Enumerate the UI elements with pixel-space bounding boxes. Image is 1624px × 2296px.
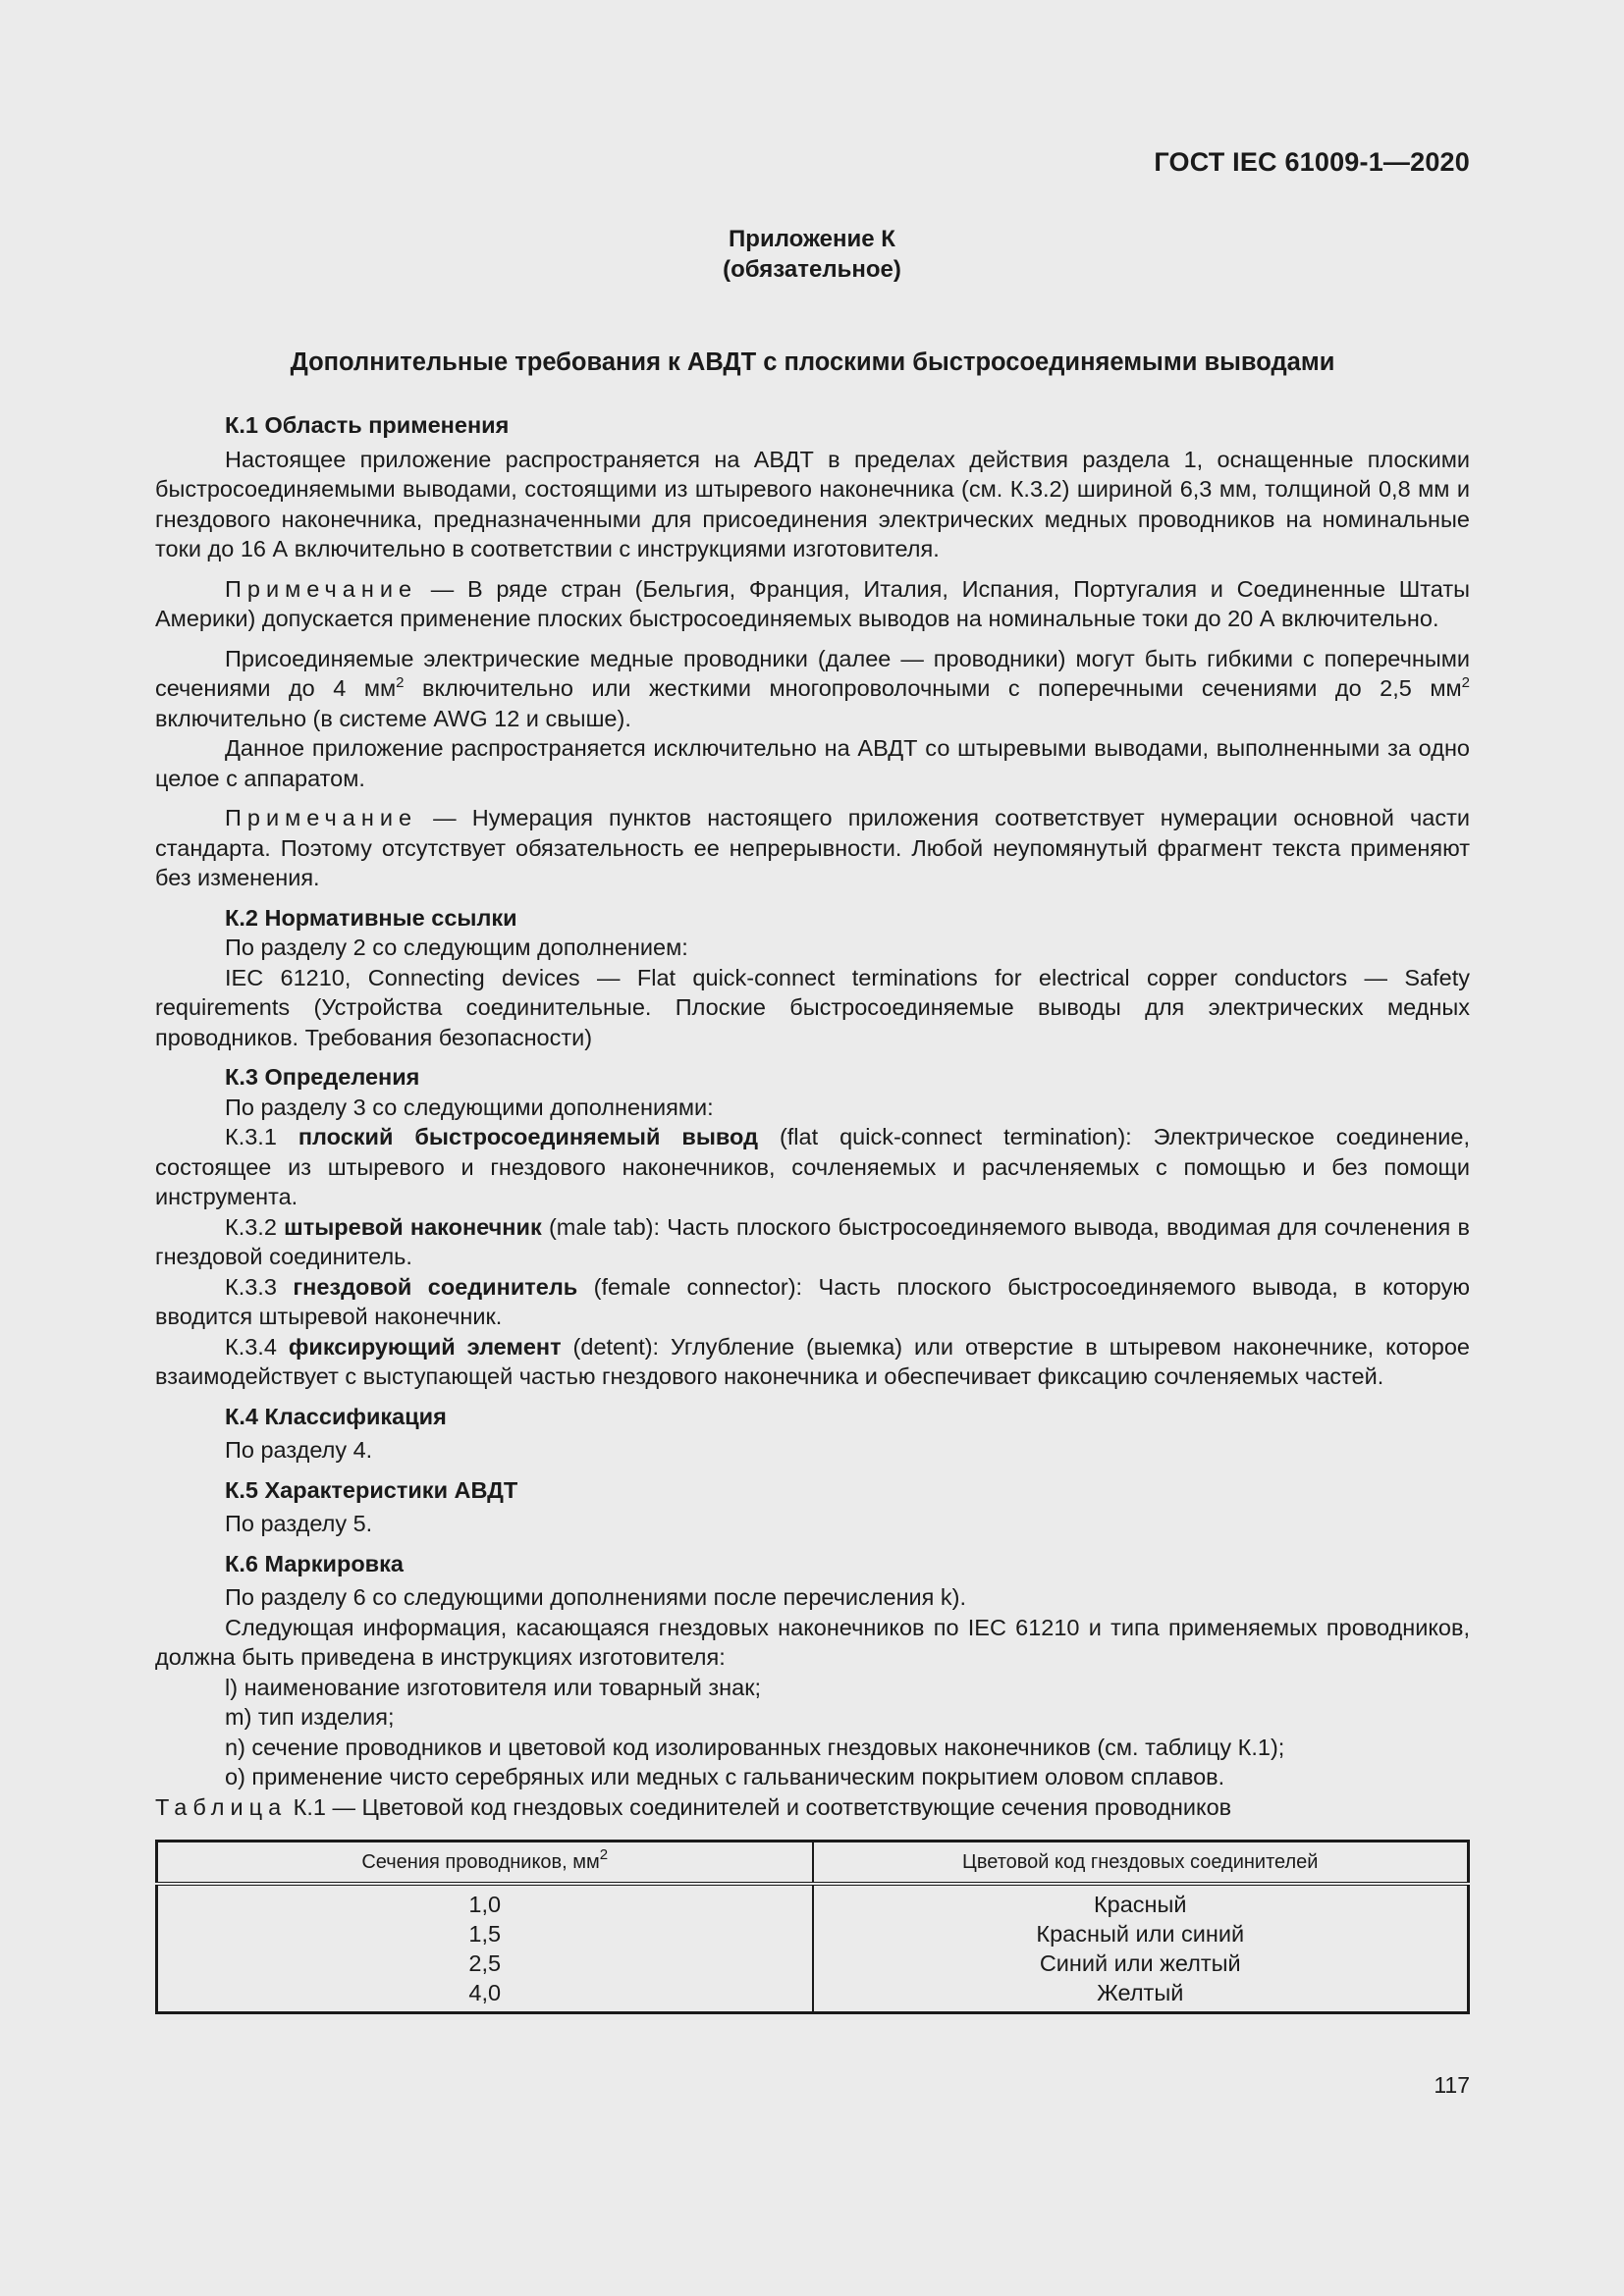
definition-text: (female connector): Часть плоского быстросоединяемого вывода, в которую вводится штыревой наконечник. bbox=[155, 1273, 1470, 1329]
definition-number: К.3.2 bbox=[225, 1213, 285, 1240]
section-heading-k5: К.5 Характеристики АВДТ bbox=[225, 1476, 518, 1503]
color-code-table bbox=[155, 1840, 1470, 2014]
annex-heading: Дополнительные требования к АВДТ с плоскими быстросоединяемыми выводами bbox=[290, 348, 1335, 376]
definition-text: (detent): Углубление (выемка) или отверстие в штыревом наконечнике, которое взаимодействует с выступающей частью гнездового наконечника и обеспечивает фиксацию сочленяемых частей. bbox=[155, 1333, 1471, 1389]
paragraph: По разделу 5. bbox=[225, 1511, 373, 1536]
table-cell: Красный bbox=[1093, 1892, 1187, 1917]
table-row bbox=[157, 1884, 1469, 2013]
definition-number: К.3.4 bbox=[225, 1333, 289, 1360]
paragraph: По разделу 4. bbox=[225, 1437, 373, 1463]
section-heading-k1: К.1 Область применения bbox=[225, 412, 510, 438]
section-heading-k6: К.6 Маркировка bbox=[225, 1550, 404, 1576]
paragraph: По разделу 2 со следующим дополнением: bbox=[225, 934, 688, 960]
section-heading-k3: К.3 Определения bbox=[225, 1064, 420, 1090]
table-caption-text: К.1 — Цветовой код гнездовых соединителей и соответствующие сечения проводников bbox=[287, 1793, 1232, 1820]
table-caption bbox=[155, 1792, 1470, 1823]
paragraph: По разделу 6 со следующими дополнениями после перечисления k). bbox=[225, 1584, 967, 1610]
list-item: o) применение чисто серебряных или медных с гальваническим покрытием оловом сплавов. bbox=[225, 1764, 1225, 1789]
note-label: Примечание bbox=[225, 575, 418, 602]
page-number: 117 bbox=[1434, 2072, 1470, 2098]
definition-term: плоский быстросоединяемый вывод bbox=[298, 1124, 758, 1149]
paragraph: По разделу 3 со следующими дополнениями: bbox=[225, 1094, 714, 1120]
list-item: n) сечение проводников и цветовой код изолированных гнездовых наконечников (см. таблицу К.1); bbox=[225, 1734, 1285, 1760]
note bbox=[155, 574, 1470, 634]
colors-cell bbox=[813, 1884, 1469, 2013]
section-heading-k2: К.2 Нормативные ссылки bbox=[225, 904, 517, 931]
definition bbox=[155, 1212, 1470, 1272]
superscript: 2 bbox=[396, 674, 405, 691]
table-cell: Красный или синий bbox=[1036, 1921, 1245, 1947]
definition-text: (flat quick-connect termination): Электрическое соединение, состоящее из штыревого и гнездового наконечников, сочленяемых и расчленяемых с помощью и без помощи инструмента. bbox=[155, 1124, 1470, 1209]
paragraph: IEC 61210, Connecting devices — Flat quick-connect terminations for electrical copper conductors — Safety requirements (Устройства соединительные. Плоские быстросоединяемые выводы для электрических медных проводников. Требования безопасности) bbox=[155, 964, 1470, 1050]
sections-cell bbox=[157, 1884, 813, 2013]
note-text: — Нумерация пунктов настоящего приложения соответствует нумерации основной части стандарта. Поэтому отсутствует обязательность ее непрерывности. Любой неупомянутый фрагмент текста применяют без изменения. bbox=[155, 805, 1470, 890]
column-header-colors: Цветовой код гнездовых соединителей bbox=[813, 1842, 1469, 1885]
list-item: l) наименование изготовителя или товарный знак; bbox=[225, 1674, 762, 1700]
definition-term: фиксирующий элемент bbox=[288, 1333, 562, 1360]
definition-term: штыревой наконечник bbox=[284, 1213, 542, 1240]
text-run: Присоединяемые электрические медные проводники (далее — проводники) могут быть гибкими с поперечными сечениями до 4 мм bbox=[155, 645, 1470, 701]
paragraph: Данное приложение распространяется исключительно на АВДТ со штыревыми выводами, выполненными за одно целое с аппаратом. bbox=[155, 735, 1470, 791]
definition bbox=[155, 1332, 1470, 1392]
list-item: m) тип изделия; bbox=[225, 1704, 395, 1730]
definition bbox=[155, 1122, 1470, 1212]
table-cell: Синий или желтый bbox=[1039, 1950, 1241, 1976]
column-header-text: Сечения проводников, мм bbox=[361, 1851, 600, 1873]
table-cell: 1,0 bbox=[468, 1892, 502, 1917]
annex-status: (обязательное) bbox=[723, 256, 901, 283]
definition-number: К.3.1 bbox=[225, 1124, 298, 1149]
table-cell: 4,0 bbox=[468, 1980, 502, 2005]
note-label: Примечание bbox=[225, 805, 418, 830]
paragraph bbox=[155, 644, 1470, 734]
column-header-sections bbox=[157, 1842, 813, 1885]
superscript: 2 bbox=[599, 1846, 609, 1863]
paragraph: Настоящее приложение распространяется на АВДТ в пределах действия раздела 1, оснащенные плоскими быстросоединяемыми выводами, состоящими из штыревого наконечника (см. К.3.2) шириной 6,3 мм, толщиной 0,8 мм и гнездового наконечника, предназначенными для присоединения электрических медных проводников на номинальные токи до 16 А включительно в соответствии с инструкциями изготовителя. bbox=[155, 446, 1470, 561]
document-code: ГОСТ IEC 61009-1—2020 bbox=[1154, 147, 1470, 177]
definition-text: (male tab): Часть плоского быстросоединяемого вывода, вводимая для сочленения в гнездовой соединитель. bbox=[155, 1213, 1470, 1269]
text-run: включительно или жесткими многопроволочными с поперечными сечениями до 2,5 мм bbox=[404, 675, 1462, 701]
definition bbox=[155, 1272, 1470, 1332]
superscript: 2 bbox=[1461, 674, 1471, 691]
table-caption-label: Таблица bbox=[155, 1793, 288, 1820]
paragraph: Следующая информация, касающаяся гнездовых наконечников по IEC 61210 и типа применяемых проводников, должна быть приведена в инструкциях изготовителя: bbox=[155, 1614, 1470, 1670]
note bbox=[155, 803, 1470, 893]
section-heading-k4: К.4 Классификация bbox=[225, 1403, 447, 1429]
table-cell: 1,5 bbox=[468, 1921, 502, 1947]
definition-term: гнездовой соединитель bbox=[293, 1273, 578, 1300]
annex-title: Приложение К bbox=[729, 226, 895, 252]
note-text: — В ряде стран (Бельгия, Франция, Италия, Испания, Португалия и Соединенные Штаты Америки) допускается применение плоских быстросоединяемых выводов на номинальные токи до 20 А включительно. bbox=[155, 575, 1470, 631]
document-body bbox=[155, 410, 1470, 2014]
table-cell: Желтый bbox=[1097, 1980, 1184, 2005]
definition-number: К.3.3 bbox=[225, 1273, 294, 1300]
annex-header bbox=[0, 224, 1624, 285]
table-header-row bbox=[157, 1842, 1469, 1885]
text-run: включительно (в системе AWG 12 и свыше). bbox=[155, 705, 631, 731]
table-cell: 2,5 bbox=[468, 1950, 502, 1976]
